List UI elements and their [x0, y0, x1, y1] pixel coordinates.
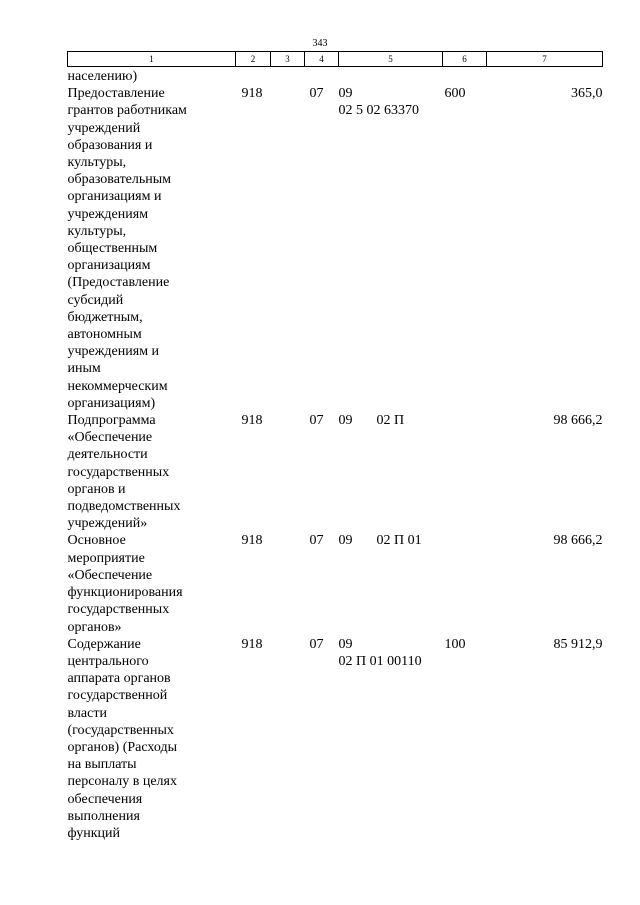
row-pr: 09: [338, 636, 353, 652]
row-pr-csr: [339, 85, 443, 412]
row-empty: [271, 85, 305, 412]
continuation-text: населению): [67, 69, 138, 84]
column-header-3: 3: [271, 52, 305, 67]
row-vr: 600: [444, 86, 466, 102]
column-header-4: 4: [305, 52, 339, 67]
row-grbs: 918: [241, 533, 263, 549]
row-empty: [271, 636, 305, 842]
row-pr: 09: [338, 86, 353, 102]
table-row: [68, 85, 603, 412]
row-sum: 98 666,2: [553, 413, 603, 429]
row-sum: 98 666,2: [553, 533, 603, 549]
row-vr: 100: [444, 636, 466, 652]
page-number: 343: [312, 38, 328, 49]
row-rz: 07: [309, 636, 324, 652]
row-sum: 85 912,9: [553, 636, 603, 652]
row-csr: 02 5 02 63370: [338, 103, 419, 119]
row-grbs: 918: [241, 86, 263, 102]
continuation-row: [68, 67, 603, 86]
row-vr: [443, 532, 487, 635]
table-row: [68, 636, 603, 842]
table-row: [68, 532, 603, 635]
row-name: Предоставление грантов работникам учреждений образования и культуры, образовательным организациям и учреждениям культуры, общественным организациям (Предоставление субсидий бюджетным, автономным учреждениям и иным некоммерческим организациям): [67, 86, 187, 411]
row-rz: 07: [309, 413, 324, 429]
row-vr: [443, 412, 487, 532]
row-csr: 02 П 01 00110: [338, 653, 422, 669]
row-pr-csr: [339, 636, 443, 842]
header-row: [68, 52, 603, 67]
row-pr-csr: [339, 412, 443, 532]
row-grbs: 918: [241, 413, 263, 429]
row-csr: 02 П: [376, 413, 405, 429]
row-pr: 09: [338, 533, 353, 549]
budget-table: [67, 51, 603, 842]
column-header-5: 5: [339, 52, 443, 67]
row-name: Подпрограмма «Обеспечение деятельности государственных органов и подведомственных учреждений»: [67, 413, 181, 532]
row-csr: 02 П 01: [376, 533, 422, 549]
row-empty: [271, 412, 305, 532]
row-pr: 09: [338, 413, 353, 429]
table-row: [68, 412, 603, 532]
row-grbs: 918: [241, 636, 263, 652]
row-rz: 07: [309, 86, 324, 102]
column-header-1: 1: [68, 52, 236, 67]
row-empty: [271, 532, 305, 635]
column-header-2: 2: [236, 52, 271, 67]
row-rz: 07: [309, 533, 324, 549]
row-sum: 365,0: [571, 86, 603, 102]
row-pr-csr: [339, 532, 443, 635]
row-name: Содержание центрального аппарата органов государственной власти (государственных органов) (Расходы на выплаты персоналу в целях обеспечения выполнения функций: [67, 636, 178, 841]
row-name: Основное мероприятие «Обеспечение функционирования государственных органов»: [67, 533, 183, 635]
column-header-7: 7: [487, 52, 603, 67]
column-header-6: 6: [443, 52, 487, 67]
